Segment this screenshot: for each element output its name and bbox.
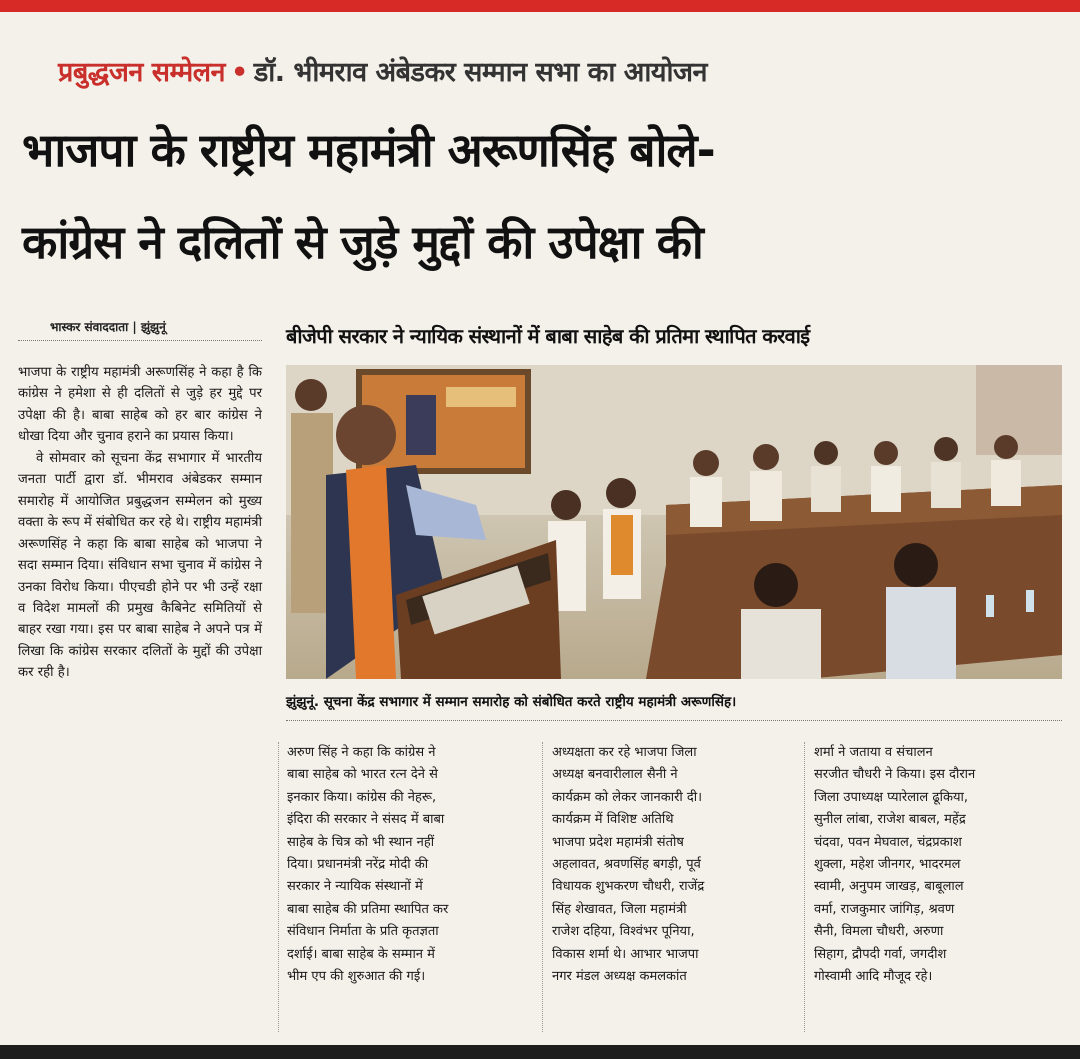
event-photo-illustration [286, 365, 1062, 679]
column-4-line: सैनी, विमला चौधरी, अरुणा [814, 924, 944, 940]
column-4-line: शर्मा ने जताया व संचालन [814, 745, 933, 760]
column-2-line: संविधान निर्माता के प्रति कृतज्ञता [287, 924, 439, 940]
kicker-line [58, 52, 707, 89]
column-4-line: चंदवा, पवन मेघवाल, चंद्रप्रकाश [814, 834, 962, 850]
article-column-4 [814, 742, 975, 988]
kicker-label: प्रबुद्धजन सम्मेलन [58, 57, 226, 88]
byline: भास्कर संवाददाता | झुंझुनूं [50, 320, 166, 334]
caption-rule [286, 720, 1062, 721]
column-4-line: सिहाग, द्रौपदी गर्वा, जगदीश [814, 946, 947, 962]
article-column-2 [287, 742, 448, 988]
paragraph-1: भाजपा के राष्ट्रीय महामंत्री अरूणसिंह ने कहा है कि कांग्रेस ने हमेशा से ही दलितों से जुड़े हर मुद्दे पर उपेक्षा की है। बाबा साहेब को हर बार कांग्रेस ने धोखा दिया और चुनाव हराने का प्रयास किया। [18, 365, 262, 445]
column-2-line: बाबा साहेब को भारत रत्न देने से [287, 767, 438, 783]
column-divider-1 [278, 742, 279, 1032]
photo-caption: झुंझुनूं. सूचना केंद्र सभागार में सम्मान समारोह को संबोधित करते राष्ट्रीय महामंत्री अरूणसिंह। [286, 694, 737, 710]
subheadline: बीजेपी सरकार ने न्यायिक संस्थानों में बाबा साहेब की प्रतिमा स्थापित करवाई [286, 324, 810, 348]
column-3-line: भाजपा प्रदेश महामंत्री संतोष [552, 834, 684, 850]
column-2-line: दिया। प्रधानमंत्री नरेंद्र मोदी की [287, 857, 429, 873]
column-2-line: इनकार किया। कांग्रेस की नेहरू, [287, 789, 437, 805]
column-divider-3 [804, 742, 805, 1032]
curtain [976, 365, 1062, 455]
column-3-line: नगर मंडल अध्यक्ष कमलकांत [552, 969, 687, 985]
column-3-line: कार्यक्रम को लेकर जानकारी दी। [552, 789, 703, 805]
water-bottle [986, 595, 994, 617]
column-3-line: अध्यक्षता कर रहे भाजपा जिला [552, 745, 697, 760]
column-3-line: विकास शर्मा थे। आभार भाजपा [552, 946, 699, 962]
paragraph-2: वे सोमवार को सूचना केंद्र सभागार में भारतीय जनता पार्टी द्वारा डॉ. भीमराव अंबेडकर सम्मान समारोह में आयोजित प्रबुद्धजन सम्मेलन को मुख्य वक्ता के रूप में संबोधित कर रहे थे। राष्ट्रीय महामंत्री अरूणसिंह ने कहा कि बाबा साहेब को भाजपा ने सदा सम्मान दिया। संविधान सभा चुनाव में कांग्रेस ने उनका विरोध किया। पीएचडी होने पर भी उन्हें रक्षा व विदेश मामलों की प्रमुख कैबिनेट समितियों से बाहर रखा गया। इस पर बाबा साहेब ने अपने पत्र में लिखा कि कांग्रेस सरकार दलितों के मुद्दों की उपेक्षा कर रही है। [18, 450, 262, 681]
article-column-3 [552, 742, 704, 988]
article-column-1 [18, 362, 262, 684]
headline-line-2: कांग्रेस ने दलितों से जुड़े मुद्दों की उपेक्षा की [22, 215, 703, 269]
column-4-line: स्वामी, अनुपम जाखड़, बाबूलाल [814, 879, 964, 895]
column-3-line: सिंह शेखावत, जिला महामंत्री [552, 901, 687, 917]
column-2-line: साहेब के चित्र को भी स्थान नहीं [287, 834, 435, 850]
column-divider-2 [542, 742, 543, 1032]
standing-person [295, 379, 327, 411]
column-3-line: अध्यक्ष बनवारीलाल सैनी ने [552, 767, 678, 783]
event-photo [286, 365, 1062, 679]
headline-line-1: भाजपा के राष्ट्रीय महामंत्री अरूणसिंह बोले- [22, 123, 715, 177]
column-2-line: अरुण सिंह ने कहा कि कांग्रेस ने [287, 745, 436, 760]
column-2-line: सरकार ने न्यायिक संस्थानों में [287, 879, 423, 895]
column-2-line: इंदिरा की सरकार ने संसद में बाबा [287, 812, 445, 828]
column-2-line: भीम एप की शुरुआत की गई। [287, 969, 426, 985]
column-3-line: विधायक शुभकरण चौधरी, राजेंद्र [552, 879, 705, 895]
column-4-line: शुक्ला, महेश जीनगर, भादरमल [814, 857, 961, 873]
column-2-line: दर्शाई। बाबा साहेब के सम्मान में [287, 946, 435, 962]
byline-rule [18, 340, 262, 341]
kicker-text: डॉ. भीमराव अंबेडकर सम्मान सभा का आयोजन [253, 57, 708, 88]
column-4-line: सरजीत चौधरी ने किया। इस दौरान [814, 767, 976, 783]
column-3-line: कार्यक्रम में विशिष्ट अतिथि [552, 812, 674, 828]
top-accent-bar [0, 0, 1080, 12]
column-2-line: बाबा साहेब की प्रतिमा स्थापित कर [287, 901, 449, 917]
column-3-line: राजेश दहिया, विश्वंभर पूनिया, [552, 924, 695, 940]
kicker-dot: • [231, 57, 248, 88]
column-4-line: गोस्वामी आदि मौजूद रहे। [814, 969, 933, 985]
column-4-line: वर्मा, राजकुमार जांगिड़, श्रवण [814, 901, 955, 917]
column-4-line: जिला उपाध्यक्ष प्यारेलाल ढूकिया, [814, 789, 969, 805]
column-4-line: सुनील लांबा, राजेश बाबल, महेंद्र [814, 812, 966, 828]
next-article-strip [0, 1045, 1080, 1059]
column-3-line: अहलावत, श्रवणसिंह बगड़ी, पूर्व [552, 857, 701, 873]
